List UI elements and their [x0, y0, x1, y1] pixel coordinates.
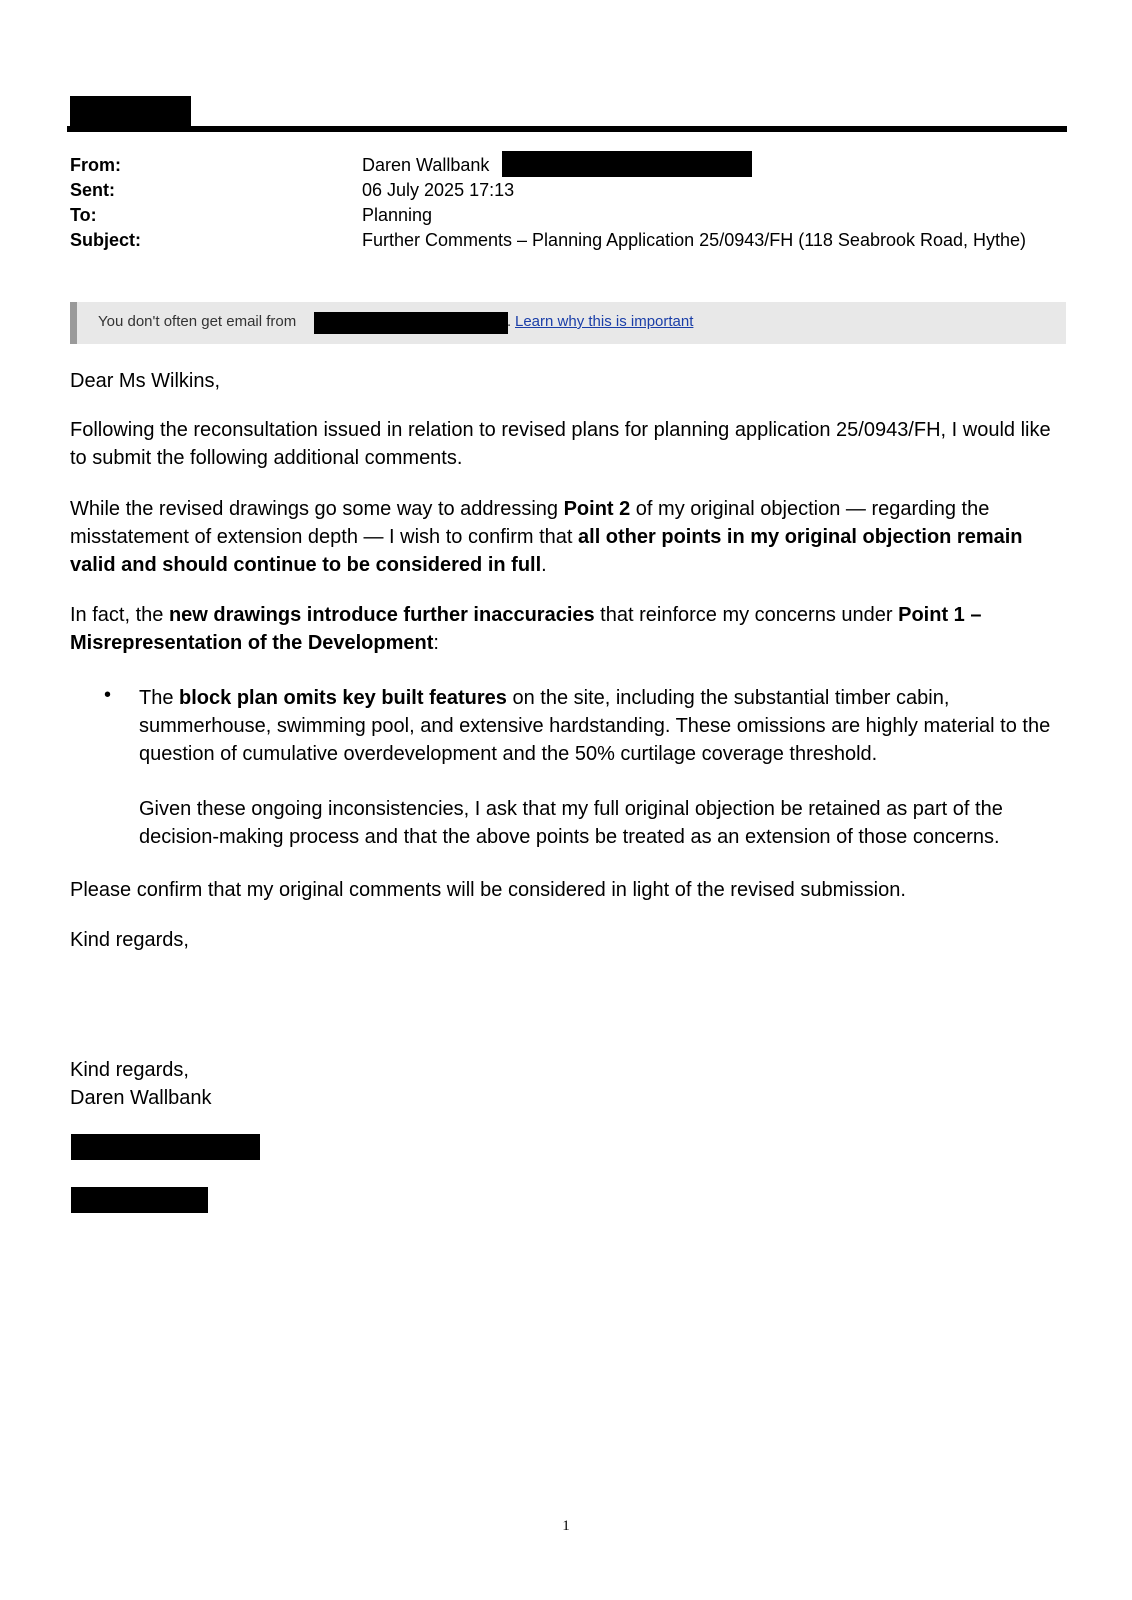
bullet-text-c: on the site, including the substantial timber cabin, summerhouse, swimming pool, and extensive hardstanding. These omissions are highly material to the question of cumulative overdevelopment and the 50% curtilage coverage threshold. — [139, 687, 1051, 765]
to-value: Planning — [362, 205, 433, 225]
redacted-signature-line-2 — [71, 1187, 208, 1213]
paragraph-1: Following the reconsultation issued in relation to revised plans for planning application 25/0943/FH, I would like to submit the following additional comments. — [70, 419, 1051, 469]
learn-why-link[interactable]: Learn why this is important — [515, 313, 694, 330]
page-number: 1 — [562, 1518, 570, 1534]
paragraph-2-emphasis: all other points in my original objection remain valid and should continue to be considered in full — [70, 526, 1023, 576]
paragraph-3-end: : — [433, 632, 439, 654]
paragraph-3-text-c: that reinforce my concerns under — [594, 604, 899, 626]
paragraph-2-text-a: While the revised drawings go some way to addressing — [70, 498, 564, 520]
from-value: Daren Wallbank — [362, 155, 490, 175]
bullet-marker: • — [104, 684, 112, 706]
signoff-2: Kind regards, — [70, 1059, 189, 1081]
signature-name: Daren Wallbank — [70, 1087, 212, 1109]
paragraph-3 — [70, 601, 1070, 657]
banner-dot: . — [507, 313, 512, 330]
paragraph-3-text-a: In fact, the — [70, 604, 169, 626]
paragraph-4: Please confirm that my original comments will be considered in light of the revised submission. — [70, 879, 906, 901]
redacted-sender-email — [502, 151, 752, 177]
bullet-text-a: The — [139, 687, 180, 709]
bullet-continuation: Given these ongoing inconsistencies, I ask that my full original objection be retained as part of the decision-making process and that the above points be treated as an extension of those concerns. — [139, 798, 1003, 848]
from-label: From: — [70, 155, 121, 175]
paragraph-2-text-c: of my original objection — regarding the misstatement of extension depth — I wish to confirm that — [70, 498, 990, 548]
paragraph-2 — [70, 495, 1070, 579]
signoff-1: Kind regards, — [70, 929, 189, 951]
redacted-banner-email — [314, 312, 508, 334]
salutation: Dear Ms Wilkins, — [70, 370, 221, 392]
bullet-emphasis: block plan omits key built features — [179, 687, 507, 709]
redacted-header-block — [70, 96, 191, 128]
sent-value: 06 July 2025 17:13 — [362, 180, 515, 200]
bullet-item — [139, 684, 1069, 768]
sent-label: Sent: — [70, 180, 115, 200]
paragraph-2-end: . — [541, 554, 547, 576]
redacted-signature-line-1 — [71, 1134, 260, 1160]
paragraph-3-point1: Point 1 – Misrepresentation of the Development — [70, 604, 982, 654]
subject-label: Subject: — [70, 230, 142, 250]
paragraph-3-emphasis: new drawings introduce further inaccuracies — [168, 604, 595, 626]
to-label: To: — [70, 205, 97, 225]
subject-value: Further Comments – Planning Application 25/0943/FH (118 Seabrook Road, Hythe) — [362, 230, 1027, 250]
paragraph-2-point2: Point 2 — [563, 498, 631, 520]
banner-text: You don't often get email from — [98, 313, 297, 330]
header-rule — [67, 126, 1067, 132]
